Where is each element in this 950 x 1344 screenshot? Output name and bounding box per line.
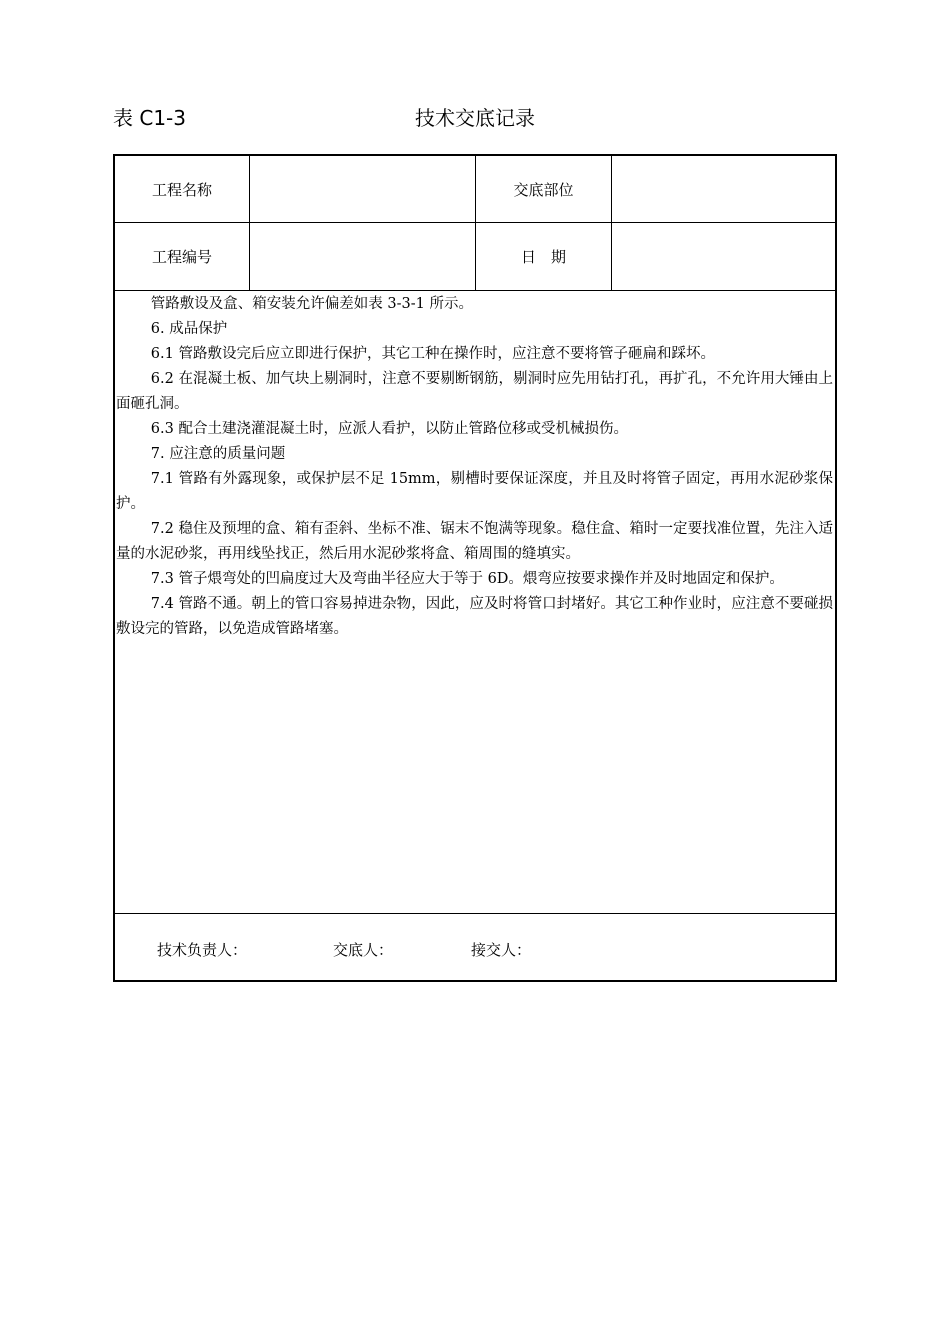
content-paragraph: 7.2 稳住及预埋的盒、箱有歪斜、坐标不准、锯末不饱满等现象。稳住盒、箱时一定要找准位置，先注入适量的水泥砂浆，再用线坠找正，然后用水泥砂浆将盒、箱周围的缝填实。 — [116, 521, 833, 562]
content-paragraph: 6.2 在混凝土板、加气块上剔洞时，注意不要剔断钢筋，剔洞时应先用钻打孔，再扩孔，不允许用大锤由上面砸孔洞。 — [116, 371, 833, 412]
content-paragraph: 管路敷设及盒、箱安装允许偏差如表 3-3-1 所示。 — [150, 296, 473, 312]
project-number-label: 工程编号 — [151, 248, 212, 266]
handover-by-signature-label: 交底人： — [333, 941, 394, 959]
signature-row — [115, 914, 835, 980]
date-label: 日 期 — [520, 248, 566, 266]
content-paragraph: 6.1 管路敷设完后应立即进行保护，其它工种在操作时，应注意不要将管子砸扁和踩坏。 — [150, 346, 715, 362]
date-field[interactable] — [612, 223, 835, 290]
content-paragraph: 7.4 管路不通。朝上的管口容易掉进杂物，因此，应及时将管口封堵好。其它工种作业时，应注意不要碰损敷设完的管路，以免造成管路堵塞。 — [116, 596, 833, 637]
handover-part-field[interactable] — [612, 156, 835, 222]
record-table — [113, 154, 837, 982]
content-paragraph: 7.1 管路有外露现象，或保护层不足 15mm，剔槽时要保证深度，并且及时将管子固定，再用水泥砂浆保护。 — [116, 471, 833, 512]
handover-content — [116, 292, 833, 642]
document-title: 技术交底记录 — [415, 106, 535, 130]
content-section-heading: 7. 应注意的质量问题 — [150, 446, 286, 462]
handover-part-label: 交底部位 — [513, 180, 574, 199]
project-name-field[interactable] — [250, 156, 475, 222]
content-section-heading: 6. 成品保护 — [150, 321, 228, 337]
content-paragraph: 6.3 配合土建浇灌混凝土时，应派人看护，以防止管路位移或受机械损伤。 — [150, 421, 628, 437]
row-divider — [115, 290, 835, 291]
form-code: 表 C1-3 — [113, 106, 186, 130]
received-by-signature-label: 接交人： — [471, 941, 532, 959]
content-paragraph: 7.3 管子煨弯处的凹扁度过大及弯曲半径应大于等于 6D。煨弯应按要求操作并及时地固定和保护。 — [150, 571, 784, 587]
project-name-label: 工程名称 — [151, 180, 212, 199]
project-number-field[interactable] — [250, 223, 475, 290]
tech-lead-signature-label: 技术负责人： — [157, 941, 248, 959]
